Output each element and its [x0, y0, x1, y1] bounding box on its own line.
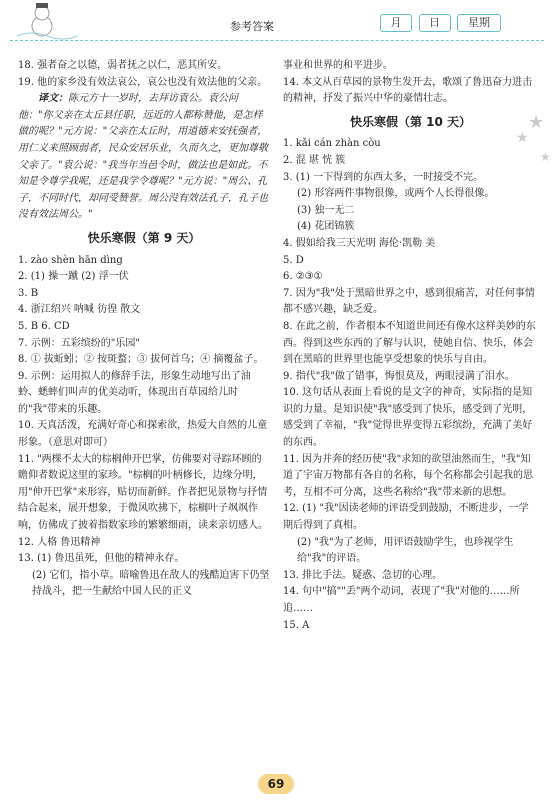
- snowman-decoration-icon: [12, 2, 82, 40]
- header-title: 参考答案: [230, 20, 274, 33]
- page-number: 69: [258, 774, 294, 794]
- day9-item: 9. 示例：运用拟人的修辞手法，形象生动地写出了油蛉、蟋蟀们叫声的优美动听，体现出百草园给儿时的"我"带来的乐趣。: [18, 370, 251, 415]
- day10-item: (3) 独一无二: [297, 204, 355, 216]
- day9-item: 12. 人格 鲁迅精神: [18, 536, 101, 548]
- right-item-continued: 事业和世界的和平进步。: [283, 60, 393, 71]
- section-title-day9: 快乐寒假（第 9 天）: [87, 230, 201, 245]
- month-box: 月: [380, 14, 412, 32]
- day9-item: 13. (1) 鲁迅虽死，但他的精神永存。: [18, 553, 185, 565]
- day-box: 日: [419, 14, 451, 32]
- day10-item: (2) 形容两件事物很像，或两个人长得很像。: [297, 188, 495, 200]
- translation-text: 陈元方十一岁时，去拜访袁公。袁公问他："你父亲在太丘县任职，远近的人都称赞他，是怎样做的呢？"元方说："父亲在太丘时，用道德来安抚强者，用仁义来照顾弱者，民众安居乐业，久而久之，更加尊敬父亲了。"袁公说："我当年当邑令时，做法也是如此。不知是令尊学我呢，还是我学令尊呢？"元方说："周公、孔子，不同时代，却同受赞誉。周公没有效法孔子，孔子也没有效法周公。": [18, 93, 268, 221]
- day9-item: 3. B: [18, 287, 39, 299]
- day10-item: 4. 假如给我三天光明 海伦·凯勒 美: [283, 237, 436, 249]
- translation-label: 译文：: [38, 93, 68, 105]
- day10-item: (4) 花团锦簇: [297, 221, 355, 233]
- day9-item: 5. B 6. CD: [18, 320, 70, 332]
- day10-item: 11. 因为并奔的经历使"我"求知的欲望油然而生，"我"知道了宇宙万物都有各自的名称，每个名称都会引起我的思考，互相不可分离，这些名称给"我"带来新的思想。: [283, 453, 533, 498]
- day10-item: 5. D: [283, 254, 304, 266]
- day10-item: 1. kǎi cán zhàn còu: [283, 138, 381, 150]
- star-decoration-icon: ★: [540, 150, 551, 164]
- day10-item: 6. ②③①: [283, 271, 323, 283]
- star-decoration-icon: ★: [528, 112, 545, 133]
- day9-item: 8. ① 拔蚯蚓；② 按斑蝥；③ 拔何首乌；④ 摘覆盆子。: [18, 354, 264, 366]
- day10-item: 8. 在此之前，作者根本不知道世间还有像水这样美妙的东西。得到这些东西的了解与认识，使她自信、快乐，体会到在黑暗的世界里也能享受想象的快乐与自由。: [283, 320, 536, 366]
- date-fields: [380, 14, 504, 32]
- right-item-14: 14. 本文从百草园的景物生发开去，歌颂了鲁迅奋力进击的精神，抒发了振兴中华的豪情壮志。: [283, 76, 533, 105]
- day10-item: 9. 指代"我"做了错事，悔恨莫及，两眼浸满了泪水。: [283, 370, 515, 382]
- day10-item: (2) "我"为了老师，用评语鼓励学生，也珍视学生给"我"的评语。: [297, 536, 514, 565]
- star-decoration-icon: ★: [516, 130, 529, 146]
- day10-item: 14. 句中"搞""丢"两个动词，表现了"我"对他的……所追……: [283, 586, 520, 614]
- right-column: [283, 58, 538, 634]
- day9-item: 1. zào shèn hān dìng: [18, 254, 123, 266]
- left-item-19: 19. 他的家乡没有效法哀公，哀公也没有效法他的父亲。: [18, 76, 268, 88]
- day10-item: 7. 因为"我"处于黑暗世界之中，感到很痛苦，对任何事情都不感兴趣，缺乏爱。: [283, 287, 535, 316]
- day9-item: 2. (1) 操一蹴 (2) 浮一伏: [18, 271, 129, 283]
- day9-item: 4. 浙江绍兴 呐喊 彷徨 散文: [18, 304, 141, 316]
- day9-item: 7. 示例：五彩缤纷的"乐园": [18, 337, 140, 349]
- header-divider: [10, 40, 544, 41]
- section-title-day10: 快乐寒假（第 10 天）: [349, 114, 472, 129]
- day10-item: 10. 这句话从表面上看说的是文字的神奇，实际指的是知识的力量。是知识使"我"感受到了快乐，感受到了光明，感受到了幸福，"我"觉得世界变得五彩缤纷，充满了美好的东西。: [283, 387, 533, 449]
- day10-item: 3. (1) 一下得到的东西太多，一时接受不完。: [283, 171, 484, 183]
- left-item-18: 18. 强者奋之以德，弱者抚之以仁，恶其所安。: [18, 60, 228, 71]
- day10-item: 12. (1) "我"因读老师的评语受到鼓励，不断进步，一学期后得到了真相。: [283, 503, 529, 532]
- day10-item: 15. A: [283, 619, 310, 631]
- day10-item: 2. 混 堪 恍 簇: [283, 154, 346, 166]
- left-column: [18, 58, 270, 601]
- weekday-box: 星期: [457, 14, 501, 32]
- day9-item: (2) 它们，指小草。暗喻鲁迅在敌人的残酷迫害下仍坚持战斗，把一生献给中国人民的正义: [32, 569, 270, 598]
- translation-paragraph: [18, 91, 270, 224]
- page-header: [0, 0, 554, 50]
- day9-item: 10. 天真活泼，充满好奇心和探索欲，热爱大自然的儿童形象。（意思对即可）: [18, 420, 268, 449]
- day10-item: 13. 排比手法。疑惑、急切的心理。: [283, 569, 443, 581]
- day9-item: 11. "两棵不太大的棕榈伸开巴掌，仿佛要对寻踪环顾的瞻仰者数说这里的家珍。"棕榈的叶柄修长，边缘分明，用"伸开巴掌"来形容，贴切而新鲜。作者把见景物与抒情结合起来，展开想象，于微风吹拂下，棕榈叶子飒飒作响，仿佛成了披着指数家珍的繁繁细雨，读来亲切感人。: [18, 453, 268, 532]
